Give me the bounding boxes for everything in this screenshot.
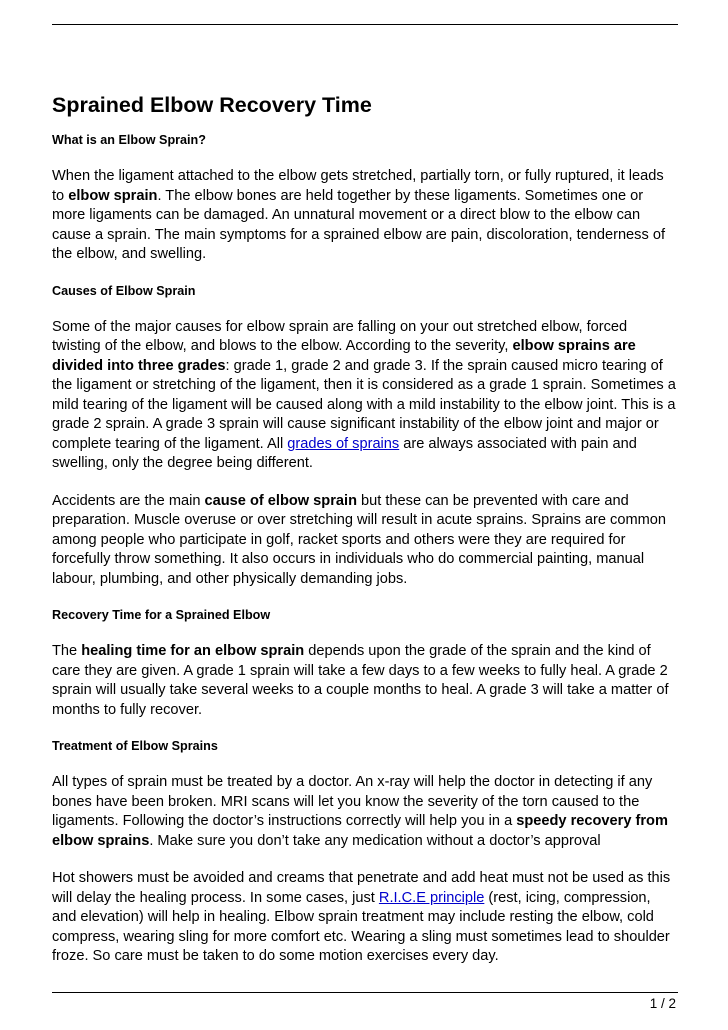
paragraph-causes-2: Accidents are the main cause of elbow sprain but these can be prevented with care and preparation. Muscle overuse or over stretching will result in acute sprains. Sprains are common among people who participate in golf, racket sports and others were they are required for forcefully throw something. It also occurs in individuals who do commercial painting, manual labour, plumbing, and other physically demanding jobs. (52, 492, 667, 587)
page-title: Sprained Elbow Recovery Time (52, 93, 372, 117)
section-heading-what: What is an Elbow Sprain? (52, 133, 206, 147)
paragraph-treatment-1: All types of sprain must be treated by a doctor. An x-ray will help the doctor in detecting if any bones have been broken. MRI scans will let you know the severity of the torn caused to the ligaments. Following the doctor’s instructions correctly will help you in a speedy recovery from elbow sprains. Make sure you don’t take any medication without a doctor’s approval (52, 774, 668, 849)
page-number: 1 / 2 (649, 996, 676, 1011)
header-rule (52, 24, 678, 25)
section-heading-treatment: Treatment of Elbow Sprains (52, 739, 218, 753)
footer-rule (52, 992, 678, 993)
paragraph-recovery-1: The healing time for an elbow sprain depends upon the grade of the sprain and the kind of care they are given. A grade 1 sprain will take a few days to a few weeks to fully heal. A grade 2 sprain will usually take several weeks to a couple months to heal. A grade 3 will take a matter of months to fully recover. (52, 643, 669, 718)
rice-principle-link[interactable]: R.I.C.E principle (378, 889, 485, 906)
section-heading-causes: Causes of Elbow Sprain (52, 283, 196, 298)
grades-of-sprains-link[interactable]: grades of sprains (287, 435, 400, 452)
paragraph-what-1: When the ligament attached to the elbow gets stretched, partially torn, or fully ruptured, it leads to elbow sprain. The elbow bones are held together by these ligaments. Sometimes one or more ligaments can be damaged. An unnatural movement or a direct blow to the elbow can cause a sprain. The main symptoms for a sprained elbow are pain, discoloration, tenderness of the elbow, and swelling. (52, 168, 665, 262)
paragraph-treatment-2: Hot showers must be avoided and creams that penetrate and add heat must not be used as this will delay the healing process. In some cases, just R.I.C.E principle (rest, icing, compression, and elevation) will help in healing. Elbow sprain treatment may include resting the elbow, cold compress, wearing sling for more comfort etc. Wearing a sling must sometimes lead to shoulder froze. So care must be taken to do some motion exercises every day. (52, 870, 671, 964)
paragraph-causes-1: Some of the major causes for elbow sprain are falling on your out stretched elbow, forced twisting of the elbow, and blows to the elbow. According to the severity, elbow sprains are divided into three grades: grade 1, grade 2 and grade 3. If the sprain caused micro tearing of the ligament or stretching of the ligament, then it is considered as a grade 1 sprain. Sometimes a mild tearing of the ligament will be caused along with a mild instability to the elbow joint. This is a grade 2 sprain. A grade 3 sprain will cause significant instability of the elbow joint and major or complete tearing of the ligament. All grades of sprains are always associated with pain and swelling, only the degree being different. (52, 318, 676, 471)
section-heading-recovery: Recovery Time for a Sprained Elbow (52, 608, 271, 622)
document-body (52, 92, 678, 985)
